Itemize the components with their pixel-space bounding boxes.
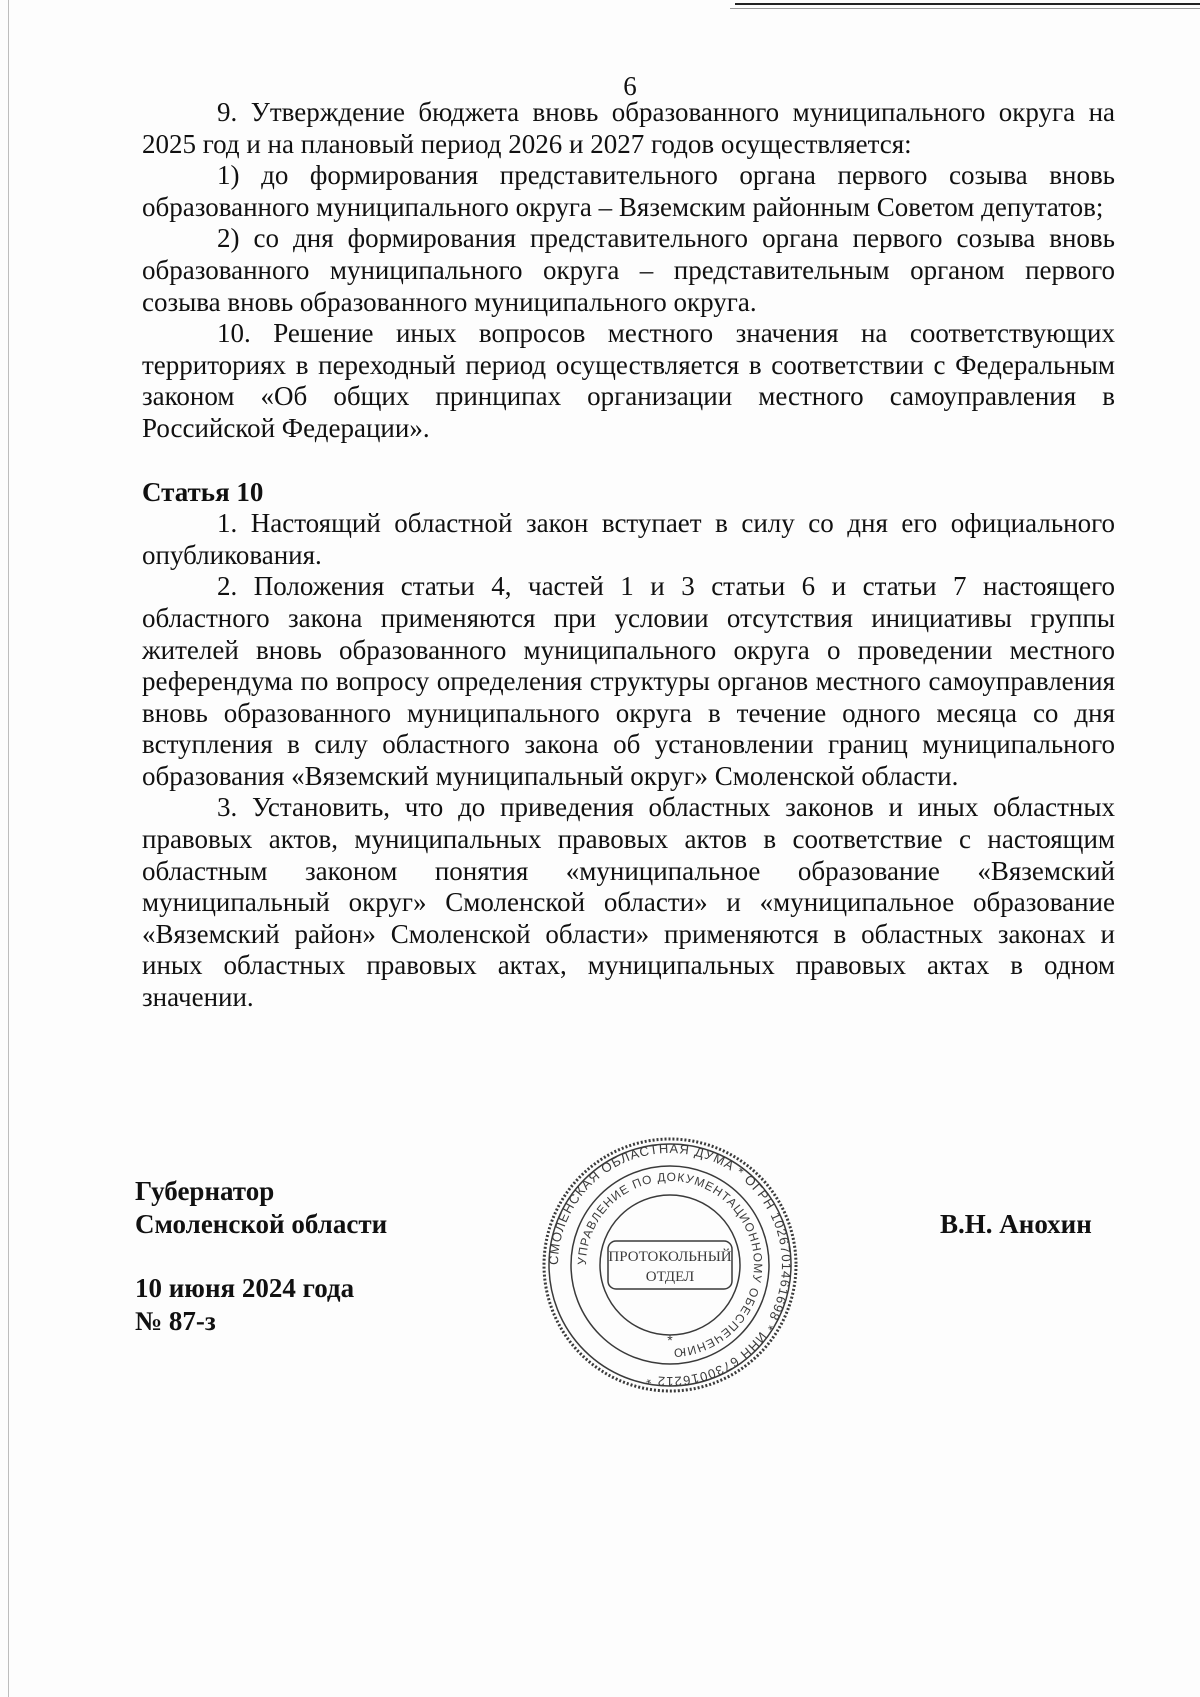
signatory-name: В.Н. Анохин [940,1209,1092,1239]
paragraph-9-item-2: 2) со дня формирования представительного органа первого созыва вновь образованного муниципального округа – представительным органом первого созыва вновь образованного муниципального округа. [142,223,1115,317]
signatory-title [135,1175,387,1241]
article-10-part-3: 3. Установить, что до приведения областных законов и иных областных правовых актов, муниципальных правовых актов в соответствие с настоящим областным законом понятия «муниципальное образование «Вяземский муниципальный округ» Смоленской области» и «муниципальное образование «Вяземский район» Смоленской области» применяются в областных законах и иных областных правовых актах, муниципальных правовых актах в одном значении. [142,792,1115,1013]
seal-star-icon: * [667,1332,673,1348]
law-date-number [135,1272,354,1338]
seal-center-line-1: ПРОТОКОЛЬНЫЙ [608,1249,732,1265]
article-10-part-1: 1. Настоящий областной закон вступает в силу со дня его официального опубликования. [142,508,1115,570]
paragraph-9-item-1: 1) до формирования представительного органа первого созыва вновь образованного муниципального округа – Вяземским районным Советом депутатов; [142,160,1115,222]
official-seal-stamp [540,1135,800,1395]
scan-edge-top [735,3,1200,5]
article-10-heading: Статья 10 [142,476,264,507]
law-date: 10 июня 2024 года [135,1273,355,1303]
signatory-title-line-2: Смоленской области [135,1209,388,1239]
seal-inner-text: УПРАВЛЕНИЕ ПО ДОКУМЕНТАЦИОННОМУ ОБЕСПЕЧЕНИЮ [574,1169,766,1361]
scan-edge-left [8,0,9,1697]
page-number: 6 [623,71,637,101]
seal-center-line-2: ОТДЕЛ [645,1269,695,1285]
law-number: № 87-з [135,1306,216,1336]
section-gap [142,445,1115,477]
paragraph-9: 9. Утверждение бюджета вновь образованного муниципального округа на 2025 год и на плановый период 2026 и 2027 годов осуществляется: [142,97,1115,159]
signatory-title-line-1: Губернатор [135,1176,275,1206]
document-body [142,97,1115,1014]
article-10-part-2: 2. Положения статьи 4, частей 1 и 3 статьи 6 и статьи 7 настоящего областного закона применяются при условии отсутствия инициативы группы жителей вновь образованного муниципального округа о проведении местного референдума по вопросу определения структуры органов местного самоуправления вновь образованного муниципального округа в течение одного месяца со дня вступления в силу областного закона об установлении границ муниципального образования «Вяземский муниципальный округ» Смоленской области. [142,571,1115,791]
seal-outer-text: СМОЛЕНСКАЯ ОБЛАСТНАЯ ДУМА * ОГРН 1026701461698 * ИНН 6730016212 * [545,1140,795,1390]
paragraph-10: 10. Решение иных вопросов местного значения на соответствующих территориях в переходный период осуществляется в соответствии с Федеральным законом «Об общих принципах организации местного самоуправления в Российской Федерации». [142,318,1115,443]
scan-edge-top-secondary [730,8,1200,9]
seal-inner-ring [600,1195,740,1335]
